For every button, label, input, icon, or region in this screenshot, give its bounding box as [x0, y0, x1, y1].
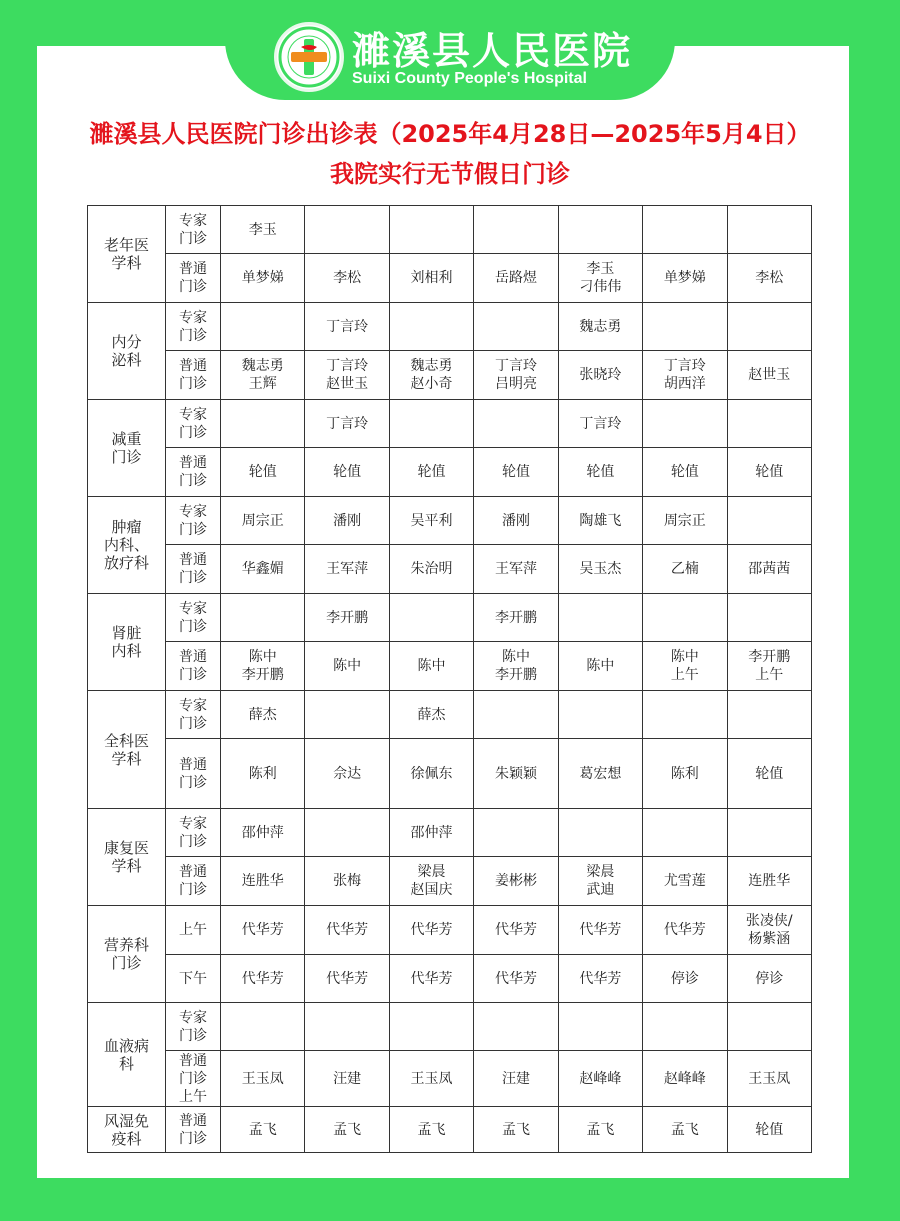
doctor-cell: 代华芳 — [389, 906, 473, 955]
doctor-cell: 停诊 — [643, 955, 727, 1003]
doctor-cell: 丁言玲 胡西洋 — [643, 351, 727, 400]
table-row — [88, 739, 812, 809]
doctor-cell: 代华芳 — [221, 906, 305, 955]
doctor-cell: 轮值 — [643, 448, 727, 497]
doctor-cell: 陈中 — [558, 642, 642, 691]
doctor-cell: 代华芳 — [558, 906, 642, 955]
doctor-cell: 代华芳 — [643, 906, 727, 955]
doctor-cell: 岳路煜 — [474, 254, 558, 303]
doctor-cell: 汪建 — [474, 1051, 558, 1107]
doctor-cell: 周宗正 — [643, 497, 727, 545]
doctor-cell — [221, 400, 305, 448]
doctor-cell: 魏志勇 赵小奇 — [389, 351, 473, 400]
schedule-title: 濉溪县人民医院门诊出诊表（2025年4月28日—2025年5月4日） — [89, 120, 811, 148]
clinic-type: 专家 门诊 — [166, 691, 221, 739]
doctor-cell: 赵峰峰 — [643, 1051, 727, 1107]
doctor-cell: 丁言玲 吕明亮 — [474, 351, 558, 400]
department-name: 全科医 学科 — [88, 691, 166, 809]
doctor-cell: 李玉 刁伟伟 — [558, 254, 642, 303]
doctor-cell — [389, 1003, 473, 1051]
doctor-cell: 魏志勇 — [558, 303, 642, 351]
table-row — [88, 906, 812, 955]
doctor-cell — [389, 594, 473, 642]
doctor-cell — [474, 400, 558, 448]
doctor-cell — [558, 594, 642, 642]
doctor-cell — [727, 691, 811, 739]
doctor-cell: 王军萍 — [474, 545, 558, 594]
doctor-cell: 孟飞 — [474, 1107, 558, 1153]
doctor-cell: 陶雄飞 — [558, 497, 642, 545]
doctor-cell: 单梦娣 — [221, 254, 305, 303]
doctor-cell — [305, 691, 389, 739]
doctor-cell: 陈中 李开鹏 — [474, 642, 558, 691]
doctor-cell: 孟飞 — [305, 1107, 389, 1153]
clinic-type: 普通 门诊 上午 — [166, 1051, 221, 1107]
doctor-cell — [389, 303, 473, 351]
clinic-type: 专家 门诊 — [166, 303, 221, 351]
doctor-cell: 孟飞 — [643, 1107, 727, 1153]
doctor-cell — [643, 303, 727, 351]
doctor-cell: 陈中 李开鹏 — [221, 642, 305, 691]
doctor-cell: 轮值 — [389, 448, 473, 497]
doctor-cell: 陈中 — [389, 642, 473, 691]
doctor-cell: 佘达 — [305, 739, 389, 809]
doctor-cell — [474, 809, 558, 857]
doctor-cell: 王玉凤 — [727, 1051, 811, 1107]
doctor-cell: 刘相利 — [389, 254, 473, 303]
doctor-cell — [558, 206, 642, 254]
clinic-type: 普通 门诊 — [166, 351, 221, 400]
doctor-cell: 代华芳 — [558, 955, 642, 1003]
doctor-cell — [727, 400, 811, 448]
table-row — [88, 303, 812, 351]
department-name: 内分 泌科 — [88, 303, 166, 400]
clinic-type: 普通 门诊 — [166, 448, 221, 497]
department-name: 老年医 学科 — [88, 206, 166, 303]
doctor-cell: 代华芳 — [305, 955, 389, 1003]
table-row — [88, 400, 812, 448]
doctor-cell: 代华芳 — [474, 955, 558, 1003]
doctor-cell — [558, 809, 642, 857]
department-name: 营养科 门诊 — [88, 906, 166, 1003]
doctor-cell — [305, 1003, 389, 1051]
doctor-cell: 陈利 — [221, 739, 305, 809]
department-name: 减重 门诊 — [88, 400, 166, 497]
doctor-cell: 邵茜茜 — [727, 545, 811, 594]
doctor-cell: 张梅 — [305, 857, 389, 906]
doctor-cell: 周宗正 — [221, 497, 305, 545]
hospital-logo — [274, 22, 344, 92]
doctor-cell — [643, 809, 727, 857]
doctor-cell: 李玉 — [221, 206, 305, 254]
doctor-cell: 轮值 — [221, 448, 305, 497]
doctor-cell: 轮值 — [727, 448, 811, 497]
doctor-cell: 单梦娣 — [643, 254, 727, 303]
clinic-type: 普通 门诊 — [166, 857, 221, 906]
doctor-cell — [643, 400, 727, 448]
doctor-cell: 朱治明 — [389, 545, 473, 594]
table-row — [88, 254, 812, 303]
clinic-type: 普通 门诊 — [166, 739, 221, 809]
doctor-cell: 丁言玲 — [305, 303, 389, 351]
doctor-cell — [558, 1003, 642, 1051]
doctor-cell: 汪建 — [305, 1051, 389, 1107]
table-row — [88, 691, 812, 739]
doctor-cell: 潘刚 — [474, 497, 558, 545]
clinic-type: 专家 门诊 — [166, 1003, 221, 1051]
doctor-cell — [389, 206, 473, 254]
doctor-cell: 赵世玉 — [727, 351, 811, 400]
doctor-cell: 代华芳 — [221, 955, 305, 1003]
clinic-type: 普通 门诊 — [166, 1107, 221, 1153]
doctor-cell — [727, 809, 811, 857]
doctor-cell — [727, 1003, 811, 1051]
doctor-cell: 李开鹏 — [305, 594, 389, 642]
doctor-cell: 连胜华 — [221, 857, 305, 906]
doctor-cell: 梁晨 武迪 — [558, 857, 642, 906]
doctor-cell: 魏志勇 王辉 — [221, 351, 305, 400]
doctor-cell: 李开鹏 — [474, 594, 558, 642]
doctor-cell — [643, 691, 727, 739]
doctor-cell: 梁晨 赵国庆 — [389, 857, 473, 906]
doctor-cell: 张晓玲 — [558, 351, 642, 400]
clinic-type: 普通 门诊 — [166, 545, 221, 594]
clinic-type: 专家 门诊 — [166, 497, 221, 545]
table-row — [88, 351, 812, 400]
department-name: 血液病 科 — [88, 1003, 166, 1107]
doctor-cell — [727, 497, 811, 545]
table-row — [88, 955, 812, 1003]
doctor-cell: 孟飞 — [389, 1107, 473, 1153]
doctor-cell: 孟飞 — [558, 1107, 642, 1153]
doctor-cell: 轮值 — [305, 448, 389, 497]
clinic-type: 专家 门诊 — [166, 594, 221, 642]
doctor-cell: 李松 — [727, 254, 811, 303]
schedule-subtitle: 我院实行无节假日门诊 — [330, 160, 570, 188]
doctor-cell: 陈利 — [643, 739, 727, 809]
doctor-cell — [474, 1003, 558, 1051]
doctor-cell: 王军萍 — [305, 545, 389, 594]
table-row — [88, 1003, 812, 1051]
doctor-cell: 尤雪莲 — [643, 857, 727, 906]
doctor-cell: 吴平利 — [389, 497, 473, 545]
doctor-cell — [474, 206, 558, 254]
hospital-name-cn: 濉溪县人民医院 — [352, 28, 633, 73]
doctor-cell: 李开鹏 上午 — [727, 642, 811, 691]
doctor-cell: 代华芳 — [474, 906, 558, 955]
schedule-table — [87, 205, 812, 1153]
table-row — [88, 1107, 812, 1153]
clinic-type: 下午 — [166, 955, 221, 1003]
clinic-type: 普通 门诊 — [166, 254, 221, 303]
doctor-cell: 乙楠 — [643, 545, 727, 594]
doctor-cell: 代华芳 — [305, 906, 389, 955]
table-row — [88, 497, 812, 545]
doctor-cell: 薛杰 — [389, 691, 473, 739]
clinic-type: 普通 门诊 — [166, 642, 221, 691]
doctor-cell: 代华芳 — [389, 955, 473, 1003]
doctor-cell — [727, 594, 811, 642]
doctor-cell: 王玉凤 — [389, 1051, 473, 1107]
clinic-type: 上午 — [166, 906, 221, 955]
table-row — [88, 206, 812, 254]
doctor-cell: 轮值 — [727, 739, 811, 809]
doctor-cell — [305, 206, 389, 254]
table-row — [88, 857, 812, 906]
doctor-cell — [558, 691, 642, 739]
doctor-cell: 轮值 — [558, 448, 642, 497]
doctor-cell: 停诊 — [727, 955, 811, 1003]
table-row — [88, 642, 812, 691]
doctor-cell: 邵仲萍 — [221, 809, 305, 857]
doctor-cell: 丁言玲 — [558, 400, 642, 448]
doctor-cell: 连胜华 — [727, 857, 811, 906]
doctor-cell: 孟飞 — [221, 1107, 305, 1153]
doctor-cell — [474, 691, 558, 739]
doctor-cell — [221, 303, 305, 351]
doctor-cell — [727, 206, 811, 254]
doctor-cell: 王玉凤 — [221, 1051, 305, 1107]
doctor-cell — [643, 206, 727, 254]
doctor-cell: 潘刚 — [305, 497, 389, 545]
doctor-cell: 陈中 上午 — [643, 642, 727, 691]
hospital-name-en: Suixi County People's Hospital — [352, 70, 587, 87]
clinic-type: 专家 门诊 — [166, 206, 221, 254]
doctor-cell — [389, 400, 473, 448]
table-row — [88, 1051, 812, 1107]
doctor-cell: 陈中 — [305, 642, 389, 691]
doctor-cell — [643, 594, 727, 642]
doctor-cell: 姜彬彬 — [474, 857, 558, 906]
doctor-cell: 轮值 — [474, 448, 558, 497]
clinic-type: 专家 门诊 — [166, 809, 221, 857]
table-row — [88, 594, 812, 642]
doctor-cell — [643, 1003, 727, 1051]
doctor-cell: 邵仲萍 — [389, 809, 473, 857]
department-name: 肿瘤 内科、 放疗科 — [88, 497, 166, 594]
doctor-cell — [221, 594, 305, 642]
doctor-cell: 葛宏想 — [558, 739, 642, 809]
doctor-cell: 华鑫媚 — [221, 545, 305, 594]
table-row — [88, 809, 812, 857]
doctor-cell — [305, 809, 389, 857]
doctor-cell: 丁言玲 — [305, 400, 389, 448]
department-name: 肾脏 内科 — [88, 594, 166, 691]
doctor-cell: 薛杰 — [221, 691, 305, 739]
doctor-cell: 朱颖颖 — [474, 739, 558, 809]
department-name: 康复医 学科 — [88, 809, 166, 906]
doctor-cell: 张凌侠/ 杨紫涵 — [727, 906, 811, 955]
doctor-cell: 赵峰峰 — [558, 1051, 642, 1107]
department-name: 风湿免 疫科 — [88, 1107, 166, 1153]
table-row — [88, 545, 812, 594]
doctor-cell: 徐佩东 — [389, 739, 473, 809]
doctor-cell — [221, 1003, 305, 1051]
clinic-type: 专家 门诊 — [166, 400, 221, 448]
doctor-cell: 轮值 — [727, 1107, 811, 1153]
doctor-cell: 丁言玲 赵世玉 — [305, 351, 389, 400]
doctor-cell: 吴玉杰 — [558, 545, 642, 594]
doctor-cell: 李松 — [305, 254, 389, 303]
doctor-cell — [727, 303, 811, 351]
cross-emblem-icon — [277, 25, 341, 89]
table-row — [88, 448, 812, 497]
doctor-cell — [474, 303, 558, 351]
